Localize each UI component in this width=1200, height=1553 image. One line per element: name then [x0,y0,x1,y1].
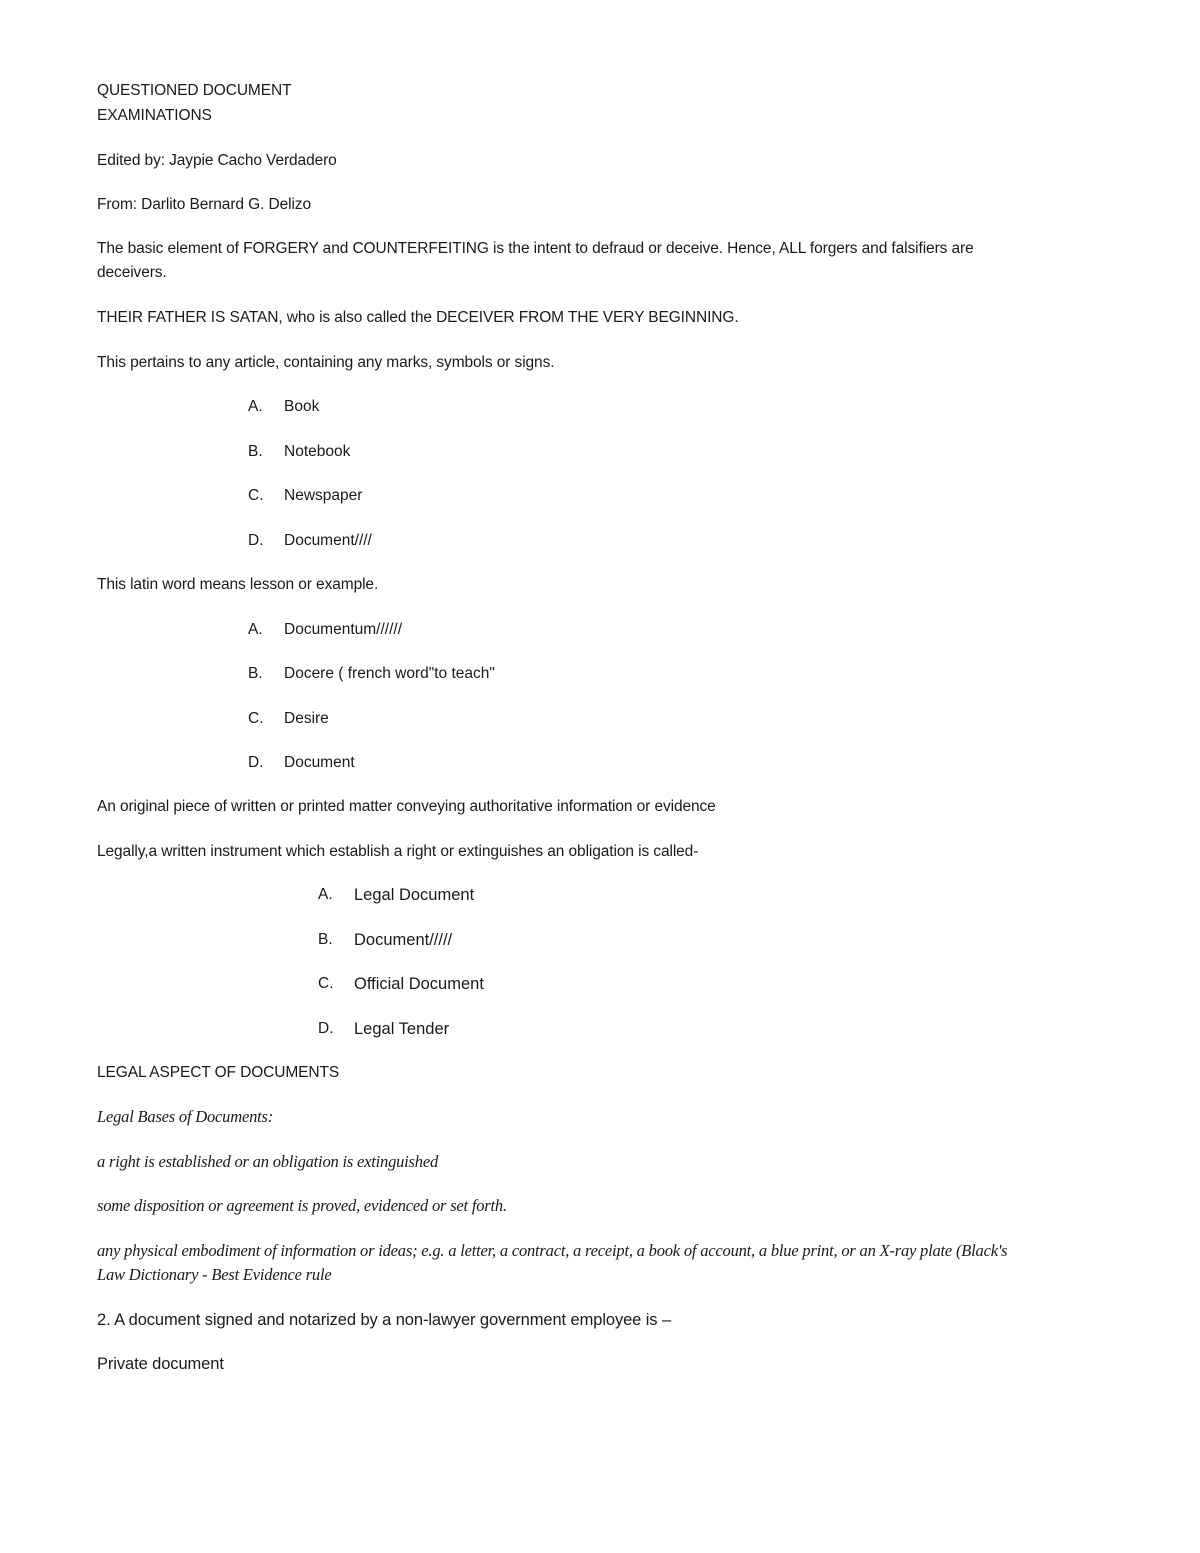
edited-by: Edited by: Jaypie Cacho Verdadero [97,152,337,169]
option-text: Official Document [354,975,484,993]
question-4: 2. A document signed and notarized by a non-lawyer government employee is – [97,1311,672,1329]
question-2: This latin word means lesson or example. [97,576,379,593]
option-letter: C. [318,975,334,992]
option-text: Newspaper [284,487,363,504]
option-text: Legal Tender [354,1020,450,1038]
option-letter: B. [248,443,263,460]
option-letter: B. [248,665,263,682]
option-text: Documentum////// [284,621,403,638]
question-4-answer: Private document [97,1355,224,1373]
option-text: Document [284,754,355,771]
from-author: From: Darlito Bernard G. Delizo [97,196,311,213]
option-text: Docere ( french word"to teach" [284,665,495,682]
legal-bases-item-1: a right is established or an obligation is extinguished [97,1152,438,1171]
legal-bases-title: Legal Bases of Documents: [97,1107,274,1126]
option-text: Notebook [284,443,351,460]
option-letter: C. [248,487,264,504]
question-1: This pertains to any article, containing any marks, symbols or signs. [97,354,555,371]
paragraph-original-piece: An original piece of written or printed matter conveying authoritative information or evidence [97,798,716,815]
title-line-2: EXAMINATIONS [97,107,212,124]
paragraph-basic-element: The basic element of FORGERY and COUNTERFEITING is the intent to defraud or deceive. Hence, ALL forgers and falsifiers are deceivers. [97,240,974,281]
option-letter: D. [248,532,264,549]
option-text: Document//// [284,532,372,549]
option-letter: A. [248,398,263,415]
legal-bases-item-3: any physical embodiment of information or ideas; e.g. a letter, a contract, a receipt, a book of account, a blue print, or an X-ray plate (Black's Law Dictionary - Best Evidence rule [97,1241,1008,1284]
title-line-1: QUESTIONED DOCUMENT [97,82,292,99]
paragraph-father: THEIR FATHER IS SATAN, who is also called the DECEIVER FROM THE VERY BEGINNING. [97,309,739,326]
option-letter: A. [248,621,263,638]
option-text: Desire [284,710,329,727]
option-letter: D. [248,754,264,771]
legal-bases-item-2: some disposition or agreement is proved, evidenced or set forth. [97,1196,507,1215]
option-text: Legal Document [354,886,475,904]
option-letter: C. [248,710,264,727]
option-letter: B. [318,931,333,948]
option-letter: A. [318,886,333,903]
option-text: Document///// [354,931,453,949]
heading-legal-aspect: LEGAL ASPECT OF DOCUMENTS [97,1064,340,1081]
question-3: Legally,a written instrument which establish a right or extinguishes an obligation is called- [97,843,699,860]
option-letter: D. [318,1020,334,1037]
option-text: Book [284,398,320,415]
